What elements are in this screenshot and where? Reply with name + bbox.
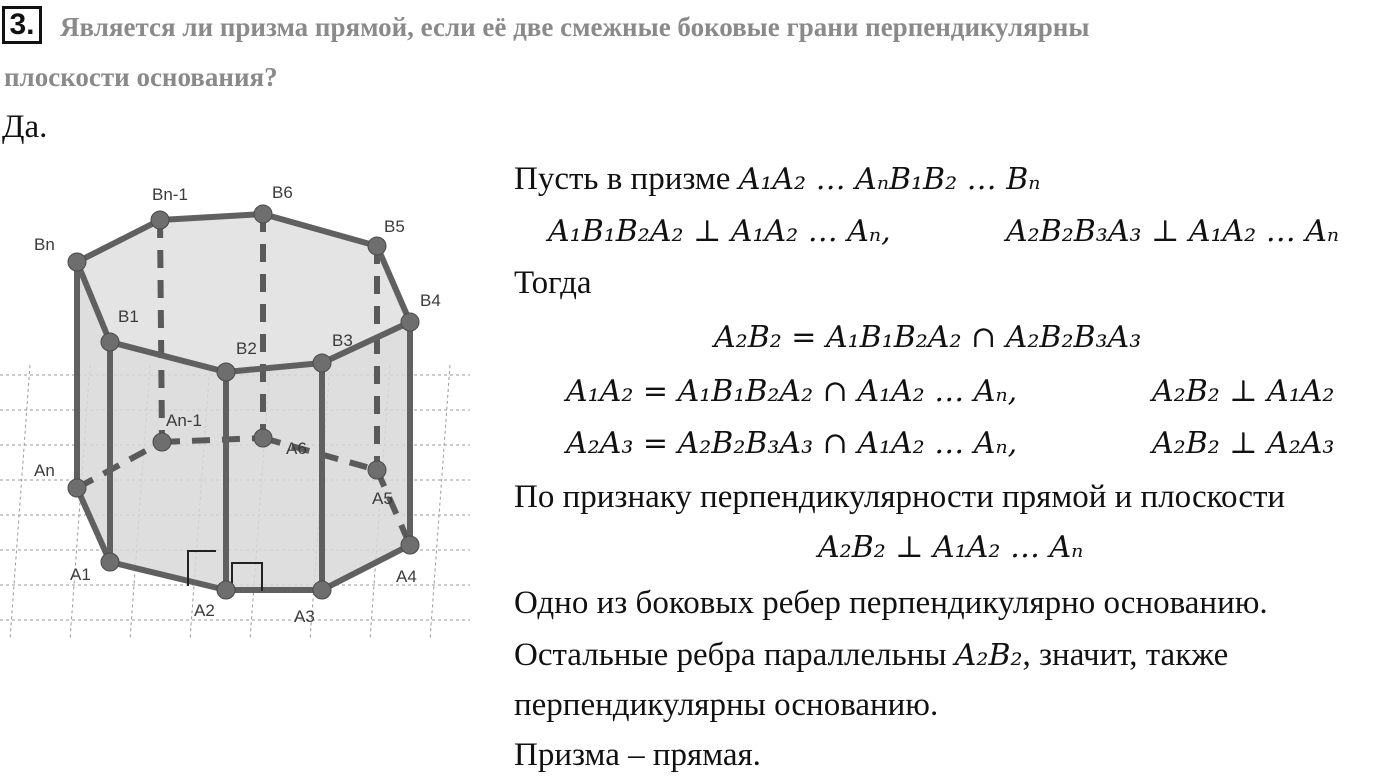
solution-line-let [514, 160, 1040, 199]
answer: Да. [2, 109, 48, 145]
prism-name: A₁A₂ … AₙB₁B₂ … Bₙ [738, 162, 1041, 197]
equation-3: A₂A₃ = A₂B₂B₃A₃ ∩ A₁A₂ … Aₙ, [566, 426, 1018, 461]
prism-figure [0, 170, 470, 650]
conclusion: Призма – прямая. [514, 737, 761, 773]
solution-line-1: Одно из боковых ребер перпендикулярно основанию. [514, 585, 1268, 621]
solution-line-2 [514, 636, 1228, 675]
label-An-1: An-1 [166, 411, 202, 430]
label-B2: B2 [236, 339, 257, 358]
equation-3b: A₂B₂ ⊥ A₂A₃ [1152, 426, 1335, 461]
criterion-text: По признаку перпендикулярности прямой и плоскости [514, 479, 1286, 515]
let-text: Пусть в призме [514, 161, 731, 197]
solution-line-3: перпендикулярны основанию. [514, 687, 939, 723]
condition-1: A₁B₁B₂A₂ ⊥ A₁A₂ … Aₙ, [548, 214, 891, 249]
then-text: Тогда [514, 265, 592, 301]
label-A1: A1 [70, 565, 91, 584]
equation-2b: A₂B₂ ⊥ A₁A₂ [1152, 374, 1335, 409]
label-B1: B1 [118, 307, 139, 326]
label-B4: B4 [420, 291, 441, 310]
equation-4: A₂B₂ ⊥ A₁A₂ … Aₙ [818, 530, 1084, 565]
label-B6: B6 [272, 183, 293, 202]
label-A5: A5 [372, 489, 393, 508]
label-Bn-1: Bn-1 [152, 185, 188, 204]
line2-end: , значит, также [1022, 637, 1229, 673]
label-A6: A6 [286, 439, 307, 458]
label-B5: B5 [384, 217, 405, 236]
question-number: 3. [2, 6, 42, 44]
label-A2: A2 [194, 601, 215, 620]
question-text-line-1: Является ли призма прямой, если её две смежные боковые грани перпендикулярны [60, 12, 1090, 42]
condition-2: A₂B₂B₃A₃ ⊥ A₁A₂ … Aₙ [1006, 214, 1340, 249]
line2-start: Остальные ребра параллельны [514, 637, 947, 673]
label-B3: B3 [332, 331, 353, 350]
equation-2: A₁A₂ = A₁B₁B₂A₂ ∩ A₁A₂ … Aₙ, [566, 374, 1018, 409]
label-Bn: Bn [34, 235, 55, 254]
equation-1: A₂B₂ = A₁B₁B₂A₂ ∩ A₂B₂B₃A₃ [714, 320, 1142, 355]
line2-math: A₂B₂ [954, 638, 1023, 673]
label-An: An [34, 461, 55, 480]
question-text-line-2: плоскости основания? [4, 62, 278, 92]
label-A3: A3 [294, 607, 315, 626]
label-A4: A4 [396, 567, 417, 586]
